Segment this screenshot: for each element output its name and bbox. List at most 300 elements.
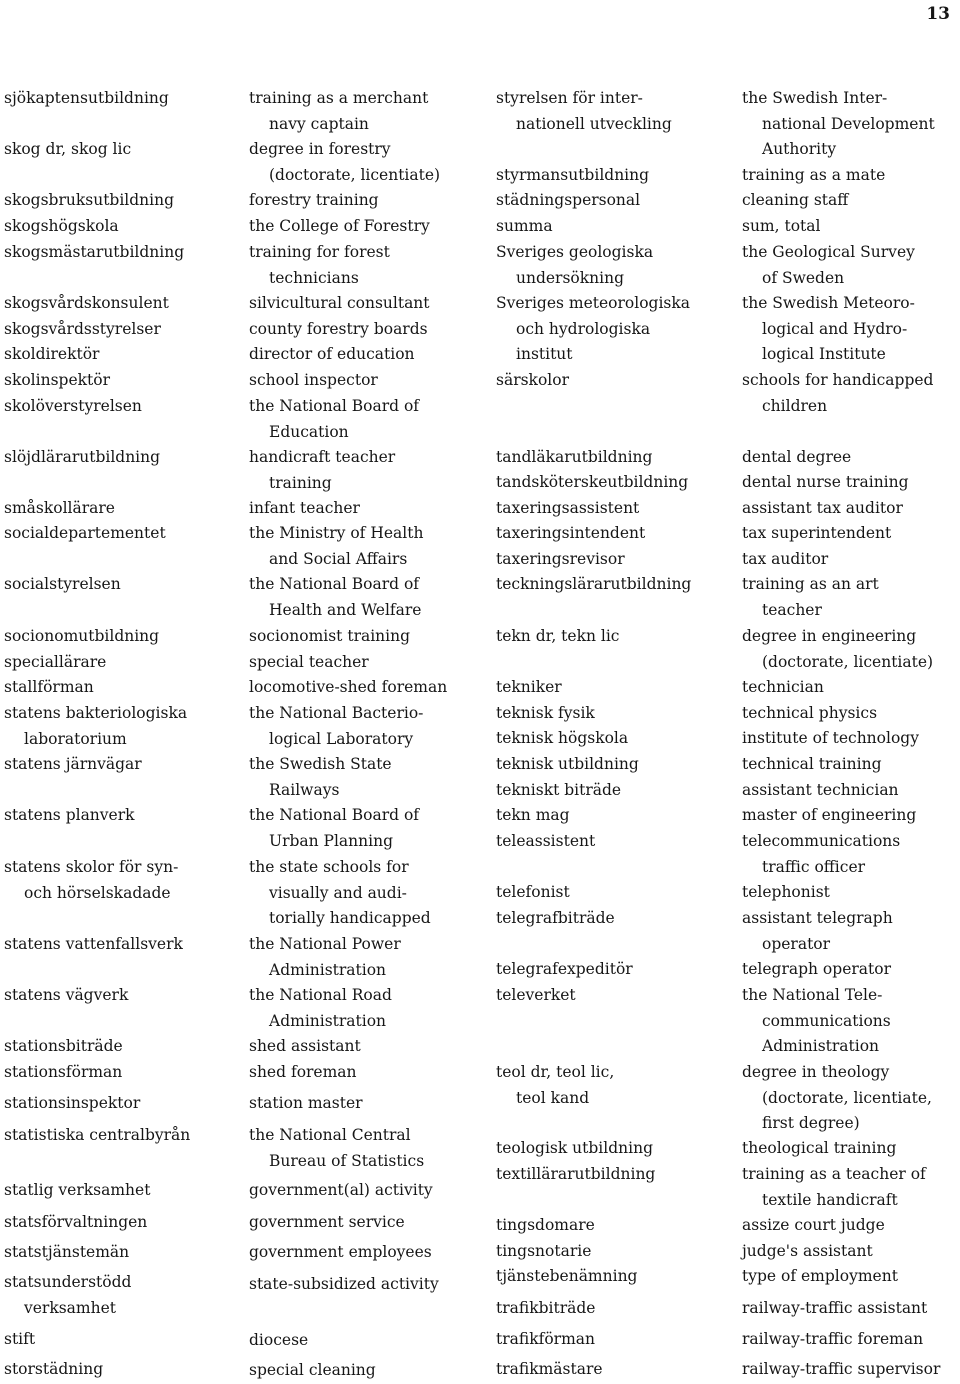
swedish-term [4, 1357, 103, 1383]
english-translation [249, 803, 419, 854]
swedish-term [496, 572, 691, 598]
term-line: särskolor [496, 371, 569, 389]
swedish-term [496, 701, 595, 727]
term-line: tax superintendent [742, 524, 892, 542]
term-line: socionomutbildning [4, 627, 160, 645]
term-line: theological training [742, 1139, 897, 1157]
term-line: och hydrologiska [516, 319, 651, 338]
term-line: government employees [249, 1243, 432, 1261]
swedish-term [496, 1239, 591, 1265]
term-line: of Sweden [762, 268, 845, 287]
term-line: teckningslärarutbildning [496, 575, 692, 593]
term-line: Sveriges geologiska [496, 243, 654, 261]
term-line: skogsvårdsstyrelser [4, 320, 161, 338]
english-translation [249, 394, 419, 445]
swedish-term [496, 675, 562, 701]
swedish-term [4, 445, 160, 471]
term-line: operator [762, 934, 831, 953]
english-translation [249, 1240, 432, 1266]
term-line: skolinspektör [4, 371, 110, 389]
swedish-term [4, 1240, 129, 1266]
english-translation [249, 1178, 433, 1204]
swedish-term [4, 291, 169, 317]
term-line: the National Power [249, 935, 401, 953]
swedish-term [496, 214, 553, 240]
term-line: socialstyrelsen [4, 575, 121, 593]
term-line: institut [516, 345, 573, 363]
term-line: statens bakteriologiska [4, 704, 188, 722]
english-translation [742, 496, 903, 522]
term-line: the National Tele- [742, 986, 883, 1004]
english-translation [249, 650, 369, 676]
english-translation [742, 803, 916, 829]
term-line: and Social Affairs [269, 549, 408, 568]
english-translation [742, 470, 909, 496]
term-line: (doctorate, licentiate, [762, 1088, 932, 1107]
swedish-term [496, 726, 628, 752]
term-line: slöjdlärarutbildning [4, 448, 161, 466]
swedish-term [4, 701, 187, 752]
term-line: teol kand [516, 1088, 590, 1107]
english-translation [249, 188, 379, 214]
english-translation [742, 445, 851, 471]
english-translation [742, 726, 919, 752]
term-line: taxeringsintendent [496, 524, 646, 542]
swedish-term [496, 624, 620, 650]
term-line: special teacher [249, 653, 369, 671]
english-translation [742, 1327, 923, 1353]
swedish-term [496, 291, 690, 368]
swedish-term [496, 163, 649, 189]
term-line: state-subsidized activity [249, 1275, 439, 1293]
english-translation [249, 496, 360, 522]
english-translation [742, 1357, 940, 1383]
term-line: logical Institute [762, 345, 886, 363]
term-line: tekn mag [496, 806, 570, 824]
english-translation [742, 829, 900, 880]
term-line: degree in forestry [249, 140, 391, 158]
english-translation [249, 1328, 308, 1354]
swedish-term [4, 1327, 35, 1353]
term-line: laboratorium [24, 729, 127, 748]
term-line: Education [269, 422, 349, 441]
english-translation [742, 368, 933, 419]
term-line: county forestry boards [249, 320, 428, 338]
term-line: the National Road [249, 986, 392, 1004]
swedish-term [496, 778, 621, 804]
english-translation [249, 1091, 363, 1117]
english-translation [249, 983, 392, 1034]
term-line: telecommunications [742, 832, 901, 850]
term-line: skolöverstyrelsen [4, 397, 142, 415]
english-translation [742, 880, 830, 906]
english-translation [742, 752, 882, 778]
term-line: statstjänstemän [4, 1243, 130, 1261]
term-line: silvicultural consultant [249, 294, 430, 312]
term-line: och hörselskadade [24, 883, 171, 902]
english-translation [249, 932, 401, 983]
term-line: verksamhet [24, 1298, 117, 1317]
term-line: teol dr, teol lic, [496, 1063, 615, 1081]
term-line: the Swedish Inter- [742, 89, 888, 107]
term-line: the Swedish State [249, 755, 392, 773]
english-translation [742, 1296, 927, 1322]
term-line: degree in theology [742, 1063, 890, 1081]
swedish-term [4, 240, 184, 266]
term-line: training as a merchant [249, 89, 429, 107]
term-line: styrelsen för inter- [496, 89, 643, 107]
english-translation [249, 752, 392, 803]
swedish-term [496, 240, 653, 291]
english-translation [742, 778, 899, 804]
term-line: the National Bacterio- [249, 704, 424, 722]
swedish-term [4, 521, 166, 547]
english-translation [742, 675, 824, 701]
swedish-term [496, 1162, 655, 1188]
term-line: Railways [269, 780, 340, 799]
swedish-term [496, 983, 576, 1009]
term-line: technicians [269, 268, 359, 287]
english-translation [742, 572, 879, 623]
term-line: tekniker [496, 678, 562, 696]
english-translation [742, 214, 820, 240]
english-translation [249, 521, 423, 572]
term-line: summa [496, 217, 553, 235]
term-line: trafikförman [496, 1330, 596, 1348]
swedish-term [496, 880, 570, 906]
term-line: statlig verksamhet [4, 1181, 151, 1199]
term-line: trafikmästare [496, 1360, 603, 1378]
term-line: tingsdomare [496, 1216, 595, 1234]
english-translation [249, 291, 430, 317]
term-line: training as an art [742, 575, 879, 593]
english-translation [249, 1060, 357, 1086]
swedish-term [496, 188, 640, 214]
term-line: traffic officer [762, 857, 866, 876]
term-line: småskollärare [4, 499, 115, 517]
swedish-term [4, 317, 161, 343]
english-translation [249, 317, 428, 343]
swedish-term [4, 342, 99, 368]
term-line: infant teacher [249, 499, 360, 517]
term-line: dental nurse training [742, 473, 909, 491]
term-line: statens skolor för syn- [4, 858, 179, 876]
term-line: training as a mate [742, 166, 886, 184]
term-line: skoldirektör [4, 345, 100, 363]
term-line: the National Board of [249, 806, 420, 824]
english-translation [249, 137, 440, 188]
term-line: tingsnotarie [496, 1242, 592, 1260]
term-line: skogsvårdskonsulent [4, 294, 169, 312]
swedish-term [4, 1123, 190, 1149]
english-translation [742, 86, 935, 163]
term-line: telegrafbiträde [496, 909, 615, 927]
term-line: assistant technician [742, 781, 899, 799]
english-translation [249, 1210, 405, 1236]
english-translation [742, 291, 915, 368]
term-line: taxeringsrevisor [496, 550, 625, 568]
english-translation [742, 906, 893, 957]
english-translation [742, 240, 915, 291]
term-line: technician [742, 678, 824, 696]
term-line: teknisk högskola [496, 729, 629, 747]
term-line: first degree) [762, 1114, 860, 1132]
term-line: communications [762, 1011, 891, 1030]
term-line: Health and Welfare [269, 600, 422, 619]
swedish-term [496, 906, 615, 932]
term-line: stationsbiträde [4, 1037, 123, 1055]
english-translation [742, 624, 933, 675]
term-line: (doctorate, licentiate) [762, 652, 934, 671]
term-line: the College of Forestry [249, 217, 430, 235]
swedish-term [496, 470, 688, 496]
term-line: training as a teacher of [742, 1165, 926, 1183]
term-line: the National Board of [249, 397, 420, 415]
swedish-term [496, 803, 570, 829]
english-translation [249, 1034, 361, 1060]
term-line: socialdepartementet [4, 524, 166, 542]
swedish-term [496, 957, 633, 983]
swedish-term [496, 1264, 637, 1290]
english-translation [742, 1060, 932, 1137]
term-line: technical physics [742, 704, 878, 722]
english-translation [742, 547, 828, 573]
term-line: railway-traffic assistant [742, 1299, 928, 1317]
term-line: stallförman [4, 678, 94, 696]
english-translation [249, 240, 390, 291]
english-translation [249, 855, 431, 932]
term-line: televerket [496, 986, 576, 1004]
term-line: undersökning [516, 268, 624, 287]
swedish-term [4, 496, 115, 522]
term-line: statens vattenfallsverk [4, 935, 183, 953]
swedish-term [496, 496, 639, 522]
swedish-term [496, 829, 595, 855]
swedish-term [4, 572, 121, 598]
term-line: statens vägverk [4, 986, 129, 1004]
term-line: training [269, 473, 332, 492]
term-line: textillärarutbildning [496, 1165, 656, 1183]
term-line: torially handicapped [269, 909, 431, 927]
english-translation [742, 1239, 873, 1265]
swedish-term [496, 86, 672, 137]
term-line: taxeringsassistent [496, 499, 640, 517]
page-number: 13 [926, 4, 950, 24]
term-line: textile handicraft [762, 1190, 898, 1209]
swedish-term [4, 1178, 150, 1204]
english-translation [249, 342, 415, 368]
term-line: forestry training [249, 191, 379, 209]
swedish-term [4, 1060, 122, 1086]
term-line: judge's assistant [742, 1242, 873, 1260]
swedish-term [4, 1091, 140, 1117]
term-line: statistiska centralbyrån [4, 1126, 191, 1144]
swedish-term [4, 855, 178, 906]
swedish-term [4, 752, 142, 778]
term-line: teknisk utbildning [496, 755, 639, 773]
term-line: telephonist [742, 883, 830, 901]
term-line: teleassistent [496, 832, 596, 850]
term-line: tekn dr, tekn lic [496, 627, 620, 645]
swedish-term [496, 1213, 595, 1239]
term-line: tjänstebenämning [496, 1267, 638, 1285]
term-line: government service [249, 1213, 405, 1231]
swedish-term [4, 188, 174, 214]
term-line: shed assistant [249, 1037, 361, 1055]
swedish-term [496, 521, 645, 547]
swedish-term [4, 983, 128, 1009]
term-line: the Swedish Meteoro- [742, 294, 915, 312]
term-line: the state schools for [249, 858, 409, 876]
term-line: Sveriges meteorologiska [496, 294, 690, 312]
swedish-term [4, 675, 94, 701]
term-line: nationell utveckling [516, 114, 672, 133]
term-line: technical training [742, 755, 882, 773]
swedish-term [4, 1034, 123, 1060]
term-line: teologisk utbildning [496, 1139, 653, 1157]
term-line: speciallärare [4, 653, 107, 671]
swedish-term [4, 624, 159, 650]
term-line: socionomist training [249, 627, 411, 645]
term-line: statens järnvägar [4, 755, 142, 773]
term-line: sjökaptensutbildning [4, 89, 169, 107]
term-line: cleaning staff [742, 191, 849, 209]
term-line: locomotive-shed foreman [249, 678, 448, 696]
english-translation [742, 163, 885, 189]
term-line: diocese [249, 1331, 309, 1349]
term-line: type of employment [742, 1267, 898, 1285]
term-line: railway-traffic supervisor [742, 1360, 941, 1378]
term-line: schools for handicapped [742, 371, 934, 389]
term-line: degree in engineering [742, 627, 917, 645]
term-line: assize court judge [742, 1216, 885, 1234]
english-translation [249, 1123, 424, 1174]
term-line: telefonist [496, 883, 570, 901]
term-line: statsförvaltningen [4, 1213, 148, 1231]
term-line: trafikbiträde [496, 1299, 596, 1317]
term-line: the National Central [249, 1126, 411, 1144]
english-translation [249, 572, 421, 623]
term-line: children [762, 396, 828, 415]
swedish-term [4, 1210, 147, 1236]
swedish-term [4, 1270, 131, 1321]
term-line: government(al) activity [249, 1181, 433, 1199]
swedish-term [4, 137, 131, 163]
term-line: skogsmästarutbildning [4, 243, 185, 261]
term-line: assistant tax auditor [742, 499, 903, 517]
term-line: Bureau of Statistics [269, 1151, 425, 1170]
term-line: institute of technology [742, 729, 919, 747]
term-line: logical Laboratory [269, 729, 414, 748]
english-translation [742, 1213, 885, 1239]
term-line: visually and audi- [269, 883, 407, 902]
term-line: railway-traffic foreman [742, 1330, 924, 1348]
term-line: shed foreman [249, 1063, 357, 1081]
swedish-term [496, 368, 569, 394]
swedish-term [4, 803, 135, 829]
english-translation [249, 624, 410, 650]
term-line: school inspector [249, 371, 378, 389]
english-translation [249, 1272, 439, 1298]
swedish-term [496, 1296, 595, 1322]
term-line: special cleaning [249, 1361, 376, 1379]
swedish-term [4, 394, 142, 420]
term-line: Administration [269, 1011, 387, 1030]
swedish-term [4, 214, 119, 240]
swedish-term [496, 1327, 595, 1353]
term-line: storstädning [4, 1360, 104, 1378]
term-line: (doctorate, licentiate) [269, 165, 441, 184]
term-line: logical and Hydro- [762, 319, 908, 338]
term-line: Administration [762, 1037, 880, 1055]
term-line: station master [249, 1094, 363, 1112]
term-line: master of engineering [742, 806, 917, 824]
term-line: Administration [269, 960, 387, 979]
term-line: the Geological Survey [742, 243, 915, 261]
term-line: navy captain [269, 114, 369, 133]
english-translation [249, 445, 395, 496]
term-line: styrmansutbildning [496, 166, 650, 184]
term-line: tandsköterskeutbildning [496, 473, 689, 491]
term-line: sum, total [742, 217, 821, 235]
english-translation [742, 1264, 898, 1290]
english-translation [742, 1136, 896, 1162]
term-line: tax auditor [742, 550, 829, 568]
term-line: national Development [762, 114, 935, 133]
term-line: Authority [762, 140, 837, 158]
term-line: the National Board of [249, 575, 420, 593]
term-line: tekniskt biträde [496, 781, 622, 799]
swedish-term [496, 547, 625, 573]
swedish-term [496, 1060, 614, 1111]
term-line: telegrafexpeditör [496, 960, 633, 978]
english-translation [249, 675, 447, 701]
swedish-term [496, 752, 639, 778]
term-line: telegraph operator [742, 960, 891, 978]
swedish-term [496, 1136, 653, 1162]
english-translation [249, 86, 428, 137]
term-line: stationsinspektor [4, 1094, 141, 1112]
term-line: assistant telegraph [742, 909, 893, 927]
term-line: tandläkarutbildning [496, 448, 653, 466]
english-translation [742, 983, 891, 1060]
swedish-term [4, 86, 169, 112]
term-line: the Ministry of Health [249, 524, 424, 542]
term-line: statens planverk [4, 806, 135, 824]
swedish-term [496, 445, 652, 471]
swedish-term [496, 1357, 603, 1383]
term-line: training for forest [249, 243, 390, 261]
term-line: teknisk fysik [496, 704, 595, 722]
term-line: stift [4, 1330, 36, 1348]
english-translation [249, 368, 378, 394]
term-line: dental degree [742, 448, 852, 466]
english-translation [742, 521, 891, 547]
term-line: skogshögskola [4, 217, 119, 235]
term-line: Urban Planning [269, 831, 393, 850]
swedish-term [4, 368, 110, 394]
english-translation [249, 701, 423, 752]
term-line: skogsbruksutbildning [4, 191, 175, 209]
english-translation [742, 1162, 926, 1213]
english-translation [249, 1358, 376, 1384]
swedish-term [4, 932, 183, 958]
term-line: director of education [249, 345, 415, 363]
english-translation [742, 701, 877, 727]
term-line: statsunderstödd [4, 1273, 132, 1291]
term-line: handicraft teacher [249, 448, 396, 466]
term-line: städningspersonal [496, 191, 641, 209]
